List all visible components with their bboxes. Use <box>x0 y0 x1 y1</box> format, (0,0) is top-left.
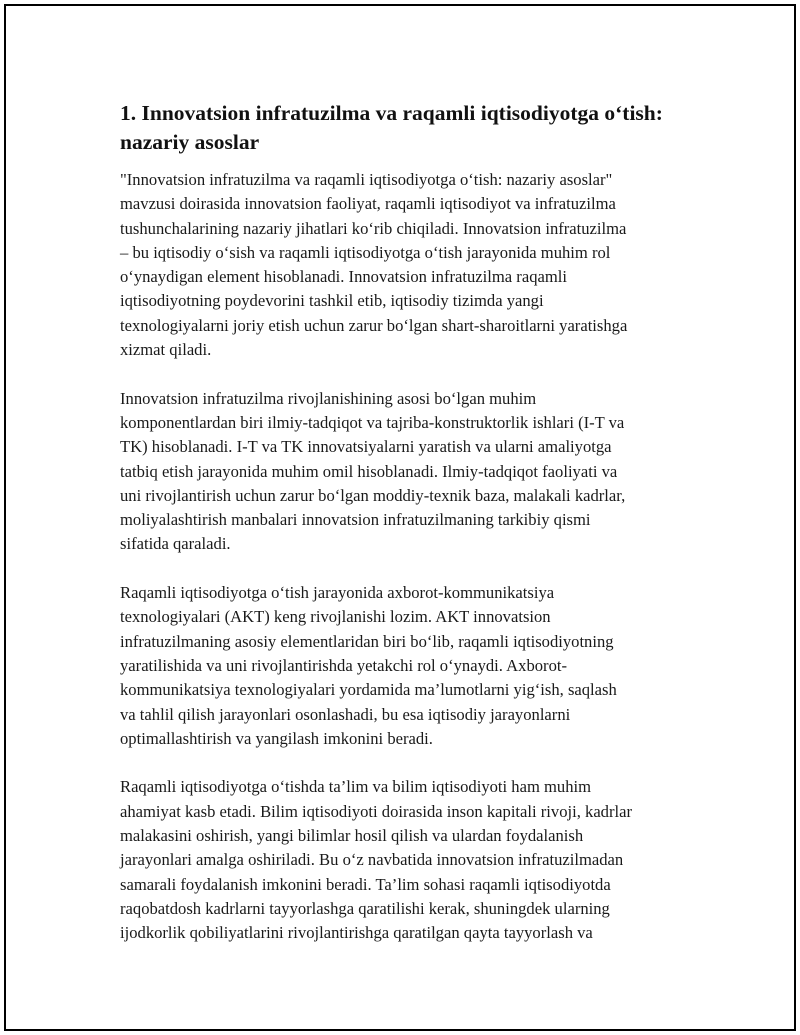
paragraph-3: Raqamli iqtisodiyotga o‘tish jarayonida axborot-kommunikatsiya texnologiyalari (AKT) keng rivojlanishi lozim. AKT innovatsion infratuzilmaning asosiy elementlaridan biri bo‘lib, raqamli iqtisodiyotning yaratilishida va uni rivojlantirishda yetakchi rol o‘ynaydi. Axborot- kommunikatsiya texnologiyalari yordamida ma’lumotlarni yig‘ish, saqlash va tahlil qilish jarayonlari osonlashadi, bu esa iqtisodiy jarayonlarni optimallashtirish va yangilash imkonini beradi. <box>120 583 617 748</box>
page-frame <box>4 4 796 1031</box>
paragraph-4: Raqamli iqtisodiyotga o‘tishda ta’lim va bilim iqtisodiyoti ham muhim ahamiyat kasb etadi. Bilim iqtisodiyoti doirasida inson kapitali rivoji, kadrlar malakasini oshirish, yangi bilimlar hosil qilish va ulardan foydalanish jarayonlari amalga oshiriladi. Bu o‘z navbatida innovatsion infratuzilmadan samarali foydalanish imkonini beradi. Ta’lim sohasi raqamli iqtisodiyotda raqobatdosh kadrlarni tayyorlashga qaratilishi kerak, shuningdek ularning ijodkorlik qobiliyatlarini rivojlantirishga qaratilgan qayta tayyorlash va <box>120 777 633 943</box>
paragraph-1: "Innovatsion infratuzilma va raqamli iqtisodiyotga o‘tish: nazariy asoslar" mavzusi doirasida innovatsion faoliyat, raqamli iqtisodiyot va infratuzilma tushunchalarining nazariy jihatlari ko‘rib chiqiladi. Innovatsion infratuzilma – bu iqtisodiy o‘sish va raqamli iqtisodiyotga o‘tish jarayonida muhim rol o‘ynaydigan element hisoblanadi. Innovatsion infratuzilma raqamli iqtisodiyotning poydevorini tashkil etib, iqtisodiy tizimda yangi texnologiyalarni joriy etish uchun zarur bo‘lgan shart-sharoitlarni yaratishga xizmat qiladi. <box>120 170 628 360</box>
document-body <box>120 99 700 970</box>
paragraph-2: Innovatsion infratuzilma rivojlanishining asosi bo‘lgan muhim komponentlardan biri ilmiy-tadqiqot va tajriba-konstruktorlik ishlari (I-T va TK) hisoblanadi. I-T va TK innovatsiyalarni yaratish va ularni amaliyotga tatbiq etish jarayonida muhim omil hisoblanadi. Ilmiy-tadqiqot faoliyati va uni rivojlantirish uchun zarur bo‘lgan moddiy-texnik baza, malakali kadrlar, moliyalashtirish manbalari innovatsion infratuzilmaning tarkibiy qismi sifatida qaraladi. <box>120 388 626 554</box>
section-heading: 1. Innovatsion infratuzilma va raqamli iqtisodiyotga o‘tish: nazariy asoslar <box>120 101 663 154</box>
